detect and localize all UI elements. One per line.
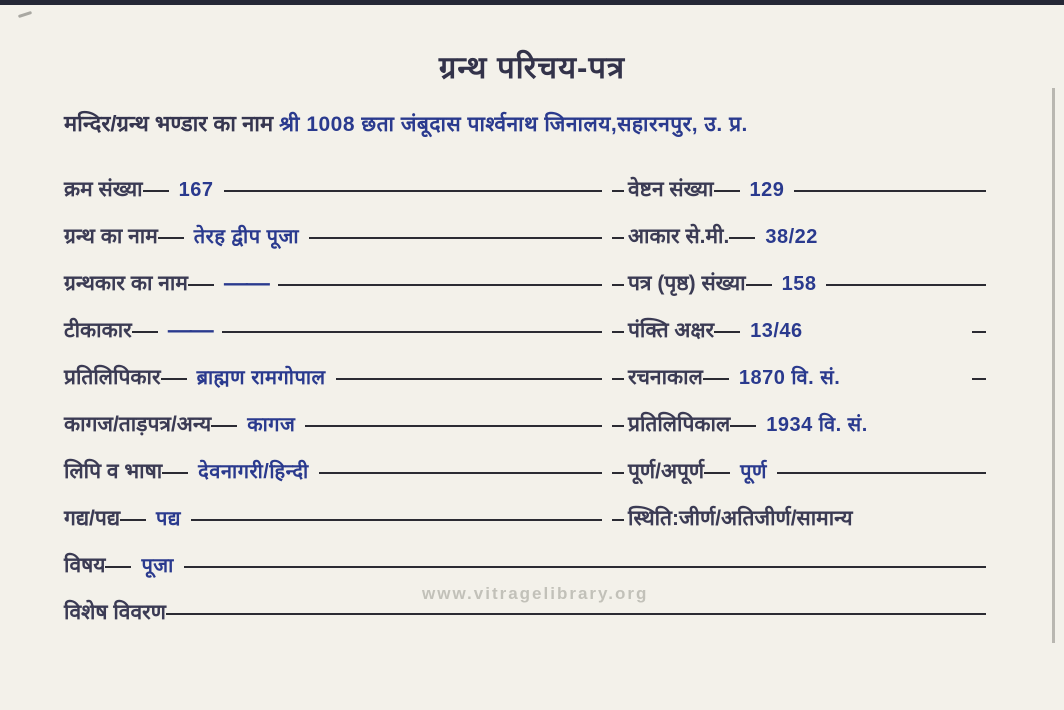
- rule-line: [211, 425, 237, 427]
- form-row: [64, 534, 986, 581]
- rule-line: [729, 237, 755, 239]
- field-value: 129: [749, 179, 785, 201]
- field-value: 1934 वि. सं.: [766, 414, 868, 436]
- rule-line: [730, 425, 756, 427]
- field-value: ब्राह्मण रामगोपाल: [196, 367, 326, 389]
- field-label: विशेष विवरण: [64, 601, 166, 624]
- temple-name-label: मन्दिर/ग्रन्थ भण्डार का नाम: [64, 111, 274, 136]
- rule-line: [704, 472, 730, 474]
- rule-line: [714, 190, 740, 192]
- rule-line: [105, 566, 131, 568]
- scan-top-border: [0, 0, 1064, 5]
- field-value: पूर्ण: [740, 461, 767, 483]
- temple-name-row: [64, 108, 1050, 138]
- field-label: लिपि व भाषा: [64, 460, 163, 483]
- field-label: टीकाकार: [64, 319, 132, 342]
- rule-line: [222, 331, 602, 333]
- rule-line: [746, 284, 772, 286]
- field-label: स्थिति:जीर्ण/अतिजीर्ण/सामान्य: [628, 507, 853, 530]
- field-label: वेष्टन संख्या: [628, 178, 714, 201]
- form-row: [64, 346, 986, 393]
- scan-right-edge-line: [1052, 88, 1055, 643]
- left-field: [64, 316, 612, 346]
- field-label: विषय: [64, 554, 106, 577]
- field-value: 13/46: [750, 320, 803, 342]
- field-value: 158: [781, 273, 817, 295]
- field-value: कागज: [247, 414, 296, 436]
- field-label: पत्र (पृष्ठ) संख्या: [628, 272, 746, 295]
- field-label: ग्रन्थकार का नाम: [64, 272, 188, 295]
- rule-line: [191, 519, 602, 521]
- right-field: [612, 222, 986, 252]
- right-field: [612, 363, 986, 393]
- rule-line: [612, 284, 624, 286]
- rule-line: [612, 378, 624, 380]
- scan-artifact: [18, 11, 32, 18]
- rule-line: [120, 519, 146, 521]
- rule-line: [319, 472, 602, 474]
- field-label: प्रतिलिपिकाल: [628, 413, 731, 436]
- rule-line: [612, 190, 624, 192]
- field-label: पंक्ति अक्षर: [628, 319, 715, 342]
- field-value: पद्य: [156, 508, 182, 530]
- right-field: [612, 410, 986, 440]
- rule-line: [161, 378, 187, 380]
- rule-line: [777, 472, 986, 474]
- rule-line: [972, 378, 986, 380]
- field-value: 1870 वि. सं.: [738, 367, 841, 389]
- right-field: [612, 316, 986, 346]
- rule-line: [184, 566, 986, 568]
- field-label: पूर्ण/अपूर्ण: [628, 460, 705, 483]
- form-rows: [64, 158, 986, 628]
- right-field: [612, 457, 986, 487]
- rule-line: [612, 425, 624, 427]
- form-row: [64, 252, 986, 299]
- form-row: [64, 205, 986, 252]
- watermark-text: www.vitragelibrary.org: [422, 584, 649, 603]
- rule-line: [612, 519, 624, 521]
- form-row: [64, 393, 986, 440]
- rule-line: [132, 331, 158, 333]
- left-field: [64, 457, 612, 487]
- rule-line: [612, 472, 624, 474]
- rule-line: [309, 237, 602, 239]
- rule-line: [703, 378, 729, 380]
- form-row: [64, 299, 986, 346]
- field-value: देवनागरी/हिन्दी: [198, 461, 309, 483]
- rule-line: [794, 190, 986, 192]
- left-field: [64, 175, 612, 205]
- form-row: [64, 440, 986, 487]
- field-value: ——: [223, 270, 268, 297]
- rule-line: [224, 190, 603, 192]
- rule-line: [188, 284, 214, 286]
- field-label: गद्य/पद्य: [64, 507, 121, 530]
- right-field: [612, 175, 986, 205]
- field-value: तेरह द्वीप पूजा: [193, 226, 299, 248]
- field-label: रचनाकाल: [628, 366, 703, 389]
- rule-line: [162, 472, 188, 474]
- rule-line: [158, 237, 184, 239]
- rule-line: [143, 190, 169, 192]
- page-title: ग्रन्थ परिचय-पत्र: [438, 50, 626, 85]
- left-field: [64, 410, 612, 440]
- rule-line: [166, 613, 986, 615]
- right-field: [612, 269, 986, 299]
- rule-line: [714, 331, 740, 333]
- rule-line: [612, 237, 624, 239]
- field-value: 38/22: [765, 226, 818, 248]
- left-field: [64, 269, 612, 299]
- field-label: आकार से.मी.: [628, 225, 730, 248]
- left-field: [64, 504, 612, 534]
- field-label: क्रम संख्या: [64, 178, 143, 201]
- rule-line: [305, 425, 602, 427]
- form-row: [64, 158, 986, 205]
- field-value: ——: [167, 317, 212, 344]
- field-value: 167: [178, 179, 214, 201]
- field-label: कागज/ताड़पत्र/अन्य: [64, 413, 212, 436]
- field-value: पूजा: [141, 555, 174, 577]
- left-field: [64, 222, 612, 252]
- rule-line: [612, 331, 624, 333]
- right-field: [612, 504, 986, 534]
- form-row: [64, 487, 986, 534]
- rule-line: [278, 284, 602, 286]
- left-field: [64, 363, 612, 393]
- rule-line: [972, 331, 986, 333]
- rule-line: [336, 378, 602, 380]
- full-field: [64, 551, 986, 581]
- field-label: ग्रन्थ का नाम: [64, 225, 158, 248]
- rule-line: [826, 284, 986, 286]
- temple-name-value: श्री 1008 छता जंबूदास पार्श्वनाथ जिनालय,सहारनपुर, उ. प्र.: [279, 113, 748, 136]
- field-label: प्रतिलिपिकार: [64, 366, 161, 389]
